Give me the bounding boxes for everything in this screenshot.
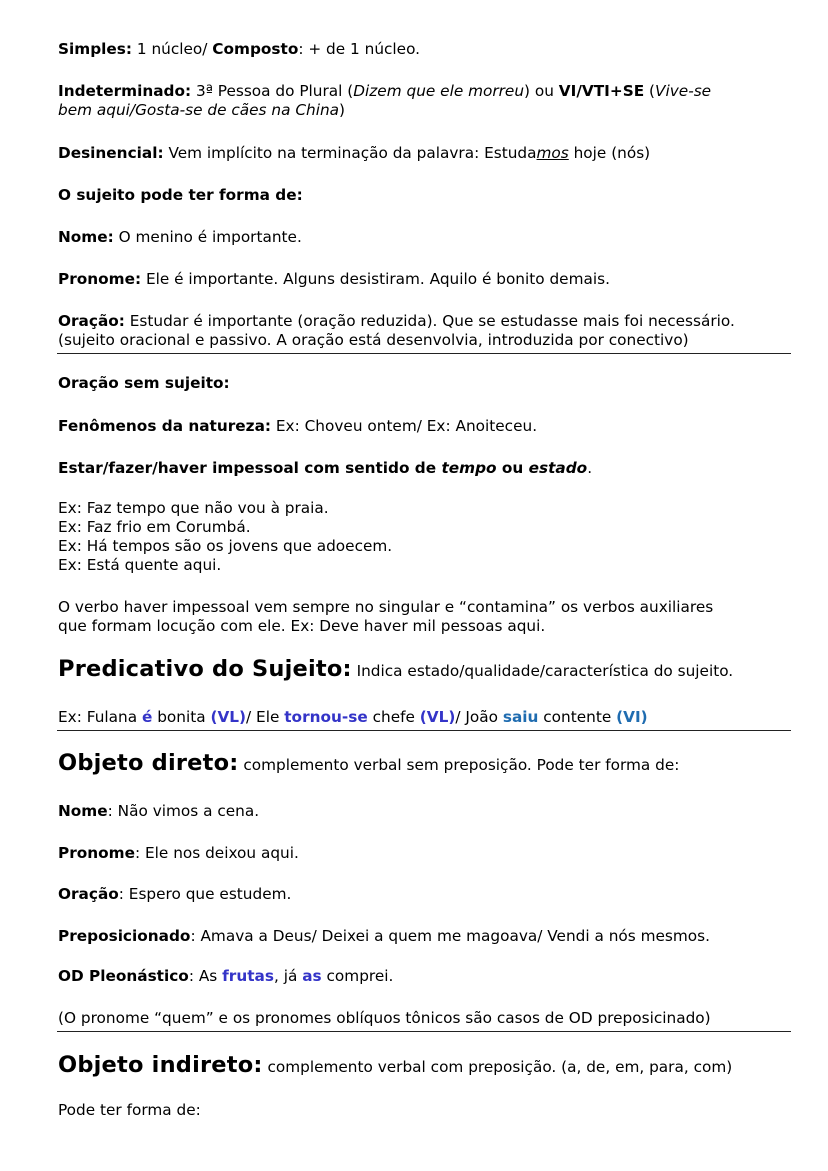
od-text: : Não vimos a cena. <box>107 802 260 820</box>
forma-item-oracao <box>58 312 792 330</box>
example-line: Ex: Faz tempo que não vou à praia. <box>58 499 329 517</box>
desinencial-suffix: mos <box>536 144 569 162</box>
ex-tag-vl: (VL) <box>210 708 247 726</box>
ex-text: bonita <box>152 708 211 726</box>
impessoal-estado: estado <box>528 459 588 477</box>
indeterminado-line-2 <box>58 101 792 119</box>
indeterminado-line-1 <box>58 82 792 100</box>
od-label: Oração <box>58 885 119 903</box>
simples-composto-line <box>58 40 792 58</box>
indeterminado-text-3: ( <box>644 82 656 100</box>
forma-text: O menino é importante. <box>113 228 302 246</box>
predicativo-heading: Predicativo do Sujeito: <box>58 656 352 682</box>
od-item-oracao <box>58 885 792 903</box>
desinencial-text: Vem implícito na terminação da palavra: Estuda <box>163 144 537 162</box>
impessoal-line <box>58 459 792 477</box>
od-note: (O pronome “quem” e os pronomes oblíquos tônicos são casos de OD preposicinado) <box>58 1009 711 1027</box>
od-item-nome <box>58 802 792 820</box>
predicativo-example <box>58 708 792 726</box>
example-line: Ex: Há tempos são os jovens que adoecem. <box>58 537 393 555</box>
forma-label: Pronome: <box>58 270 142 288</box>
od-pleonastico-label: OD Pleonástico <box>58 967 189 985</box>
forma-heading-text: O sujeito pode ter forma de: <box>58 186 303 204</box>
forma-text-2: (sujeito oracional e passivo. A oração está desenvolvia, introduzida por conectivo) <box>58 331 689 349</box>
ex-verb-e: é <box>141 708 153 726</box>
forma-text: Ele é importante. Alguns desistiram. Aquilo é bonito demais. <box>141 270 610 288</box>
forma-item-pronome <box>58 270 792 288</box>
fenomenos-line <box>58 417 792 435</box>
ex-text: / Ele <box>246 708 285 726</box>
objeto-indireto-heading-line <box>58 1052 792 1078</box>
section-divider <box>57 1031 791 1032</box>
ex-verb-saiu: saiu <box>502 708 539 726</box>
impessoal-tempo: tempo <box>441 459 497 477</box>
ex-text: chefe <box>367 708 420 726</box>
forma-item-nome <box>58 228 792 246</box>
ex-text: Ex: Fulana <box>58 708 142 726</box>
indeterminado-label: Indeterminado: <box>58 82 192 100</box>
indeterminado-example-1: Dizem que ele morreu <box>353 82 525 100</box>
simples-text: 1 núcleo/ <box>132 40 213 58</box>
impessoal-text: Estar/fazer/haver impessoal com sentido de <box>58 459 442 477</box>
objeto-indireto-description: complemento verbal com preposição. (a, de, em, para, com) <box>262 1058 733 1076</box>
od-text: : Ele nos deixou aqui. <box>134 844 299 862</box>
od-item-pronome <box>58 844 792 862</box>
forma-label: Oração: <box>58 312 125 330</box>
forma-heading <box>58 186 792 204</box>
od-label: Preposicionado <box>58 927 191 945</box>
ex-tag-vi: (VI) <box>616 708 648 726</box>
haver-note-line-1: O verbo haver impessoal vem sempre no singular e “contamina” os verbos auxiliares <box>58 598 714 616</box>
vi-vti-se: VI/VTI+SE <box>558 82 645 100</box>
od-text: : Espero que estudem. <box>118 885 292 903</box>
od-text: : As <box>188 967 223 985</box>
desinencial-line <box>58 144 792 162</box>
fenomenos-label: Fenômenos da natureza: <box>58 417 272 435</box>
section-divider <box>57 730 791 731</box>
example-line: Ex: Está quente aqui. <box>58 556 222 574</box>
objeto-indireto-heading: Objeto indireto: <box>58 1052 263 1078</box>
sem-sujeito-heading-text: Oração sem sujeito: <box>58 374 230 392</box>
od-label: Pronome <box>58 844 135 862</box>
example-line: Ex: Faz frio em Corumbá. <box>58 518 251 536</box>
od-text: : Amava a Deus/ Deixei a quem me magoava/ Vendi a nós mesmos. <box>190 927 710 945</box>
predicativo-description: Indica estado/qualidade/característica do sujeito. <box>351 662 734 680</box>
od-item-preposicionado <box>58 927 792 945</box>
composto-text: : + de 1 núcleo. <box>298 40 421 58</box>
objeto-direto-description: complemento verbal sem preposição. Pode ter forma de: <box>238 756 680 774</box>
composto-label: Composto <box>212 40 299 58</box>
ex-text: contente <box>538 708 617 726</box>
indeterminado-text: 3ª Pessoa do Plural ( <box>191 82 354 100</box>
section-divider <box>57 353 791 354</box>
ex-text: / João <box>455 708 503 726</box>
indeterminado-text-4: ) <box>339 101 345 119</box>
indeterminado-text-2: ) ou <box>524 82 559 100</box>
od-highlight-as: as <box>302 967 322 985</box>
indeterminado-example-2a: Vive-se <box>655 82 712 100</box>
objeto-direto-heading-line <box>58 750 792 776</box>
desinencial-label: Desinencial: <box>58 144 164 162</box>
fenomenos-text: Ex: Choveu ontem/ Ex: Anoiteceu. <box>271 417 538 435</box>
od-text: comprei. <box>321 967 394 985</box>
indeterminado-example-2b: bem aqui/Gosta-se de cães na China <box>58 101 340 119</box>
ex-verb-tornou: tornou-se <box>284 708 368 726</box>
desinencial-text-2: hoje (nós) <box>568 144 651 162</box>
predicativo-heading-line <box>58 656 792 682</box>
impessoal-end: . <box>587 459 593 477</box>
haver-note-line-2: que formam locução com ele. Ex: Deve haver mil pessoas aqui. <box>58 617 546 635</box>
ex-tag-vl: (VL) <box>419 708 456 726</box>
oi-forma-line: Pode ter forma de: <box>58 1101 201 1119</box>
od-text: , já <box>274 967 303 985</box>
impessoal-ou: ou <box>496 459 529 477</box>
forma-label: Nome: <box>58 228 114 246</box>
forma-item-oracao-line-2 <box>58 331 792 349</box>
simples-label: Simples: <box>58 40 132 58</box>
objeto-direto-heading: Objeto direto: <box>58 750 239 776</box>
sem-sujeito-heading <box>58 374 792 392</box>
od-pleonastico <box>58 967 792 985</box>
forma-text: Estudar é importante (oração reduzida). Que se estudasse mais foi necessário. <box>124 312 735 330</box>
od-highlight-frutas: frutas <box>222 967 274 985</box>
od-label: Nome <box>58 802 108 820</box>
